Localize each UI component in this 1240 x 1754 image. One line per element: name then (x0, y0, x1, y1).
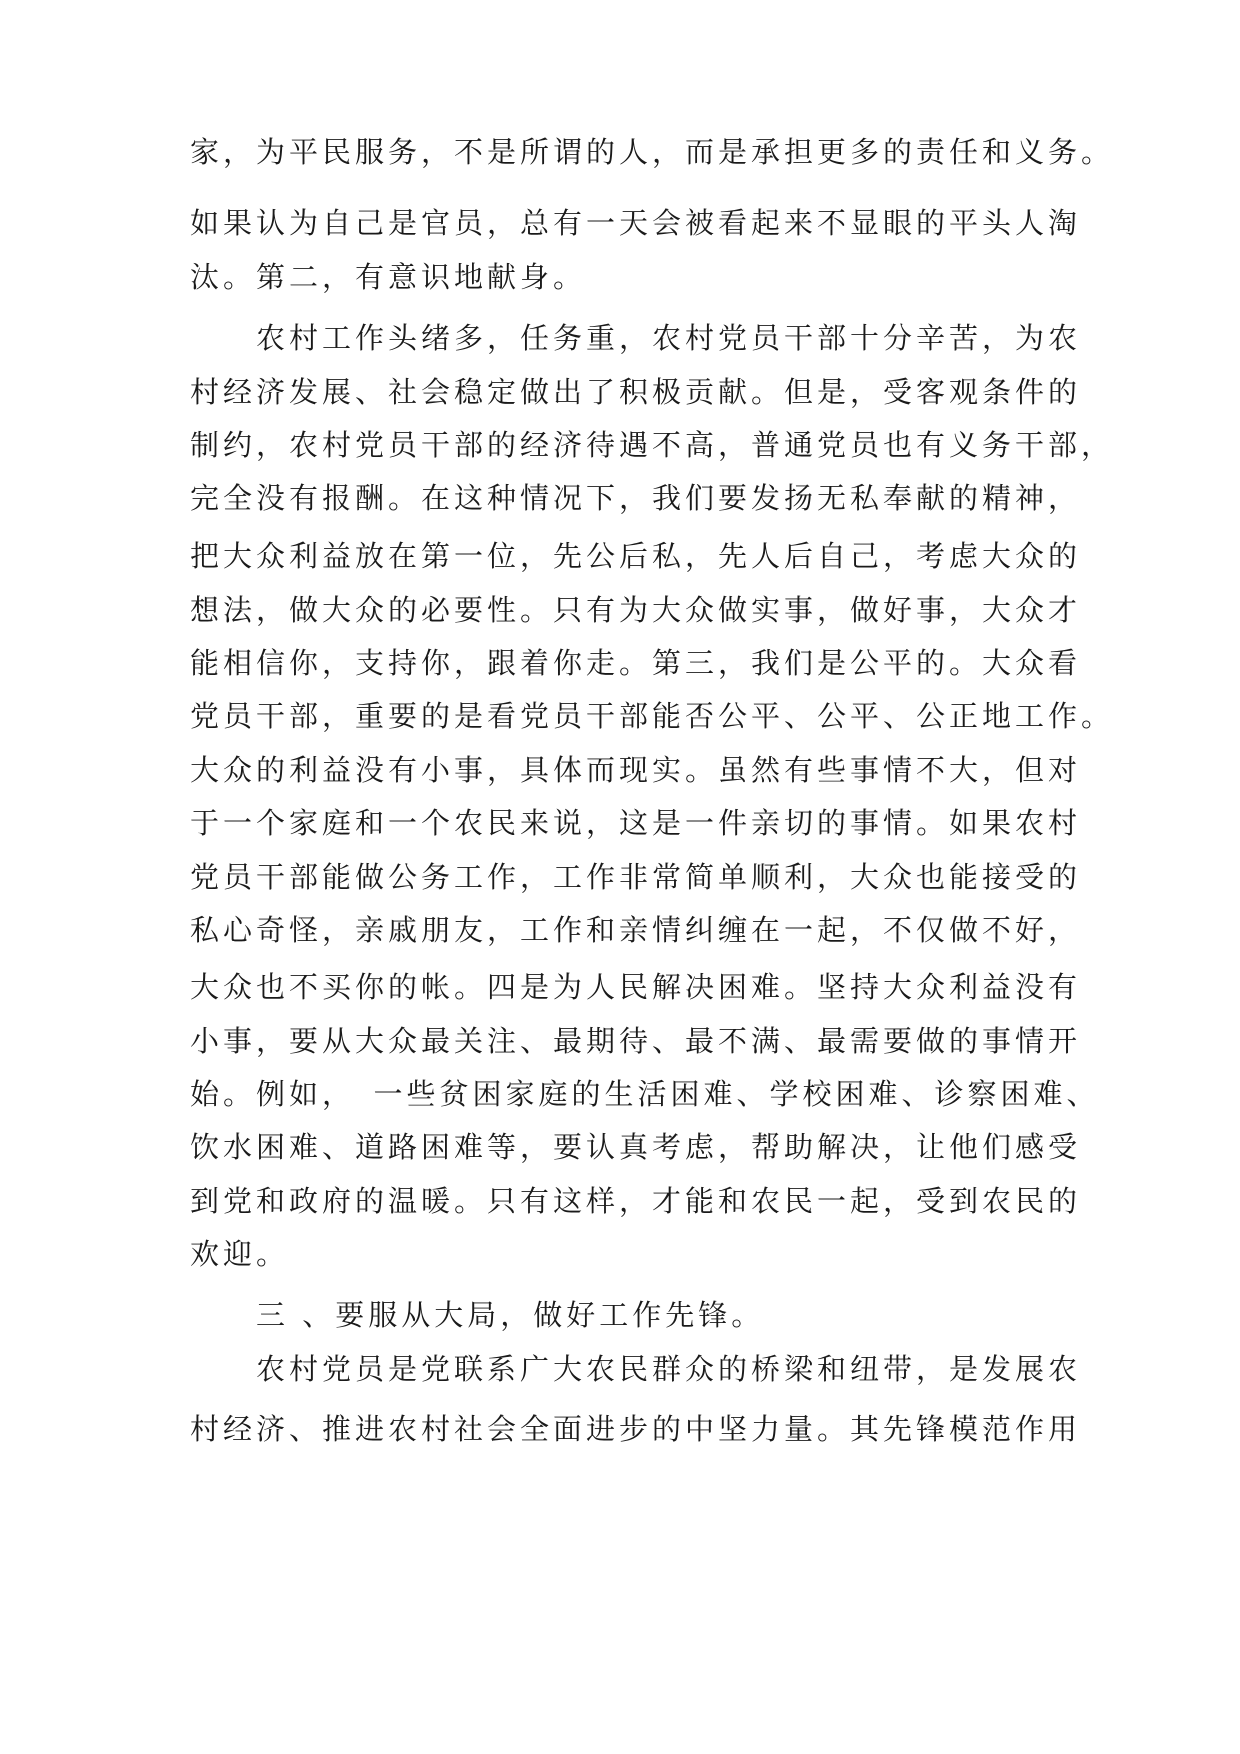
text-line: 欢迎。 (190, 1237, 290, 1271)
text-line: 大众也不买你的帐。四是为人民解决困难。坚持大众利益没有 (190, 970, 1082, 1004)
text-line: 党员干部能做公务工作，工作非常简单顺利，大众也能接受的 (190, 860, 1082, 894)
text-line: 于一个家庭和一个农民来说，这是一件亲切的事情。如果农村 (190, 806, 1082, 840)
text-line: 大众的利益没有小事，具体而现实。虽然有些事情不大，但对 (190, 753, 1082, 787)
text-line: 如果认为自己是官员，总有一天会被看起来不显眼的平头人淘 (190, 206, 1082, 240)
text-line: 党员干部，重要的是看党员干部能否公平、公平、公正地工作。 (190, 699, 1115, 733)
text-line: 到党和政府的温暖。只有这样，才能和农民一起，受到农民的 (190, 1184, 1082, 1218)
text-line: 饮水困难、道路困难等，要认真考虑，帮助解决，让他们感受 (190, 1130, 1082, 1164)
text-line: 想法，做大众的必要性。只有为大众做实事，做好事，大众才 (190, 593, 1082, 627)
text-line: 村经济、推进农村社会全面进步的中坚力量。其先锋模范作用 (190, 1412, 1082, 1446)
section-heading: 三 、要服从大局，做好工作先锋。 (190, 1298, 765, 1332)
text-line: 农村工作头绪多，任务重，农村党员干部十分辛苦，为农 (190, 321, 1082, 355)
text-line: 制约，农村党员干部的经济待遇不高，普通党员也有义务干部， (190, 428, 1115, 462)
text-line: 完全没有报酬。在这种情况下，我们要发扬无私奉献的精神， (190, 481, 1082, 515)
text-line: 小事，要从大众最关注、最期待、最不满、最需要做的事情开 (190, 1024, 1082, 1058)
text-line: 把大众利益放在第一位，先公后私，先人后自己，考虑大众的 (190, 539, 1082, 573)
text-line: 农村党员是党联系广大农民群众的桥梁和纽带，是发展农 (190, 1352, 1082, 1386)
text-line: 始。例如， 一些贫困家庭的生活困难、学校困难、诊察困难、 (190, 1077, 1100, 1111)
text-line: 家，为平民服务，不是所谓的人，而是承担更多的责任和义务。 (190, 135, 1115, 169)
text-line: 能相信你，支持你，跟着你走。第三，我们是公平的。大众看 (190, 646, 1082, 680)
text-line: 村经济发展、社会稳定做出了积极贡献。但是，受客观条件的 (190, 375, 1082, 409)
text-line: 私心奇怪，亲戚朋友，工作和亲情纠缠在一起，不仅做不好， (190, 913, 1082, 947)
text-line: 汰。第二，有意识地献身。 (190, 260, 587, 294)
